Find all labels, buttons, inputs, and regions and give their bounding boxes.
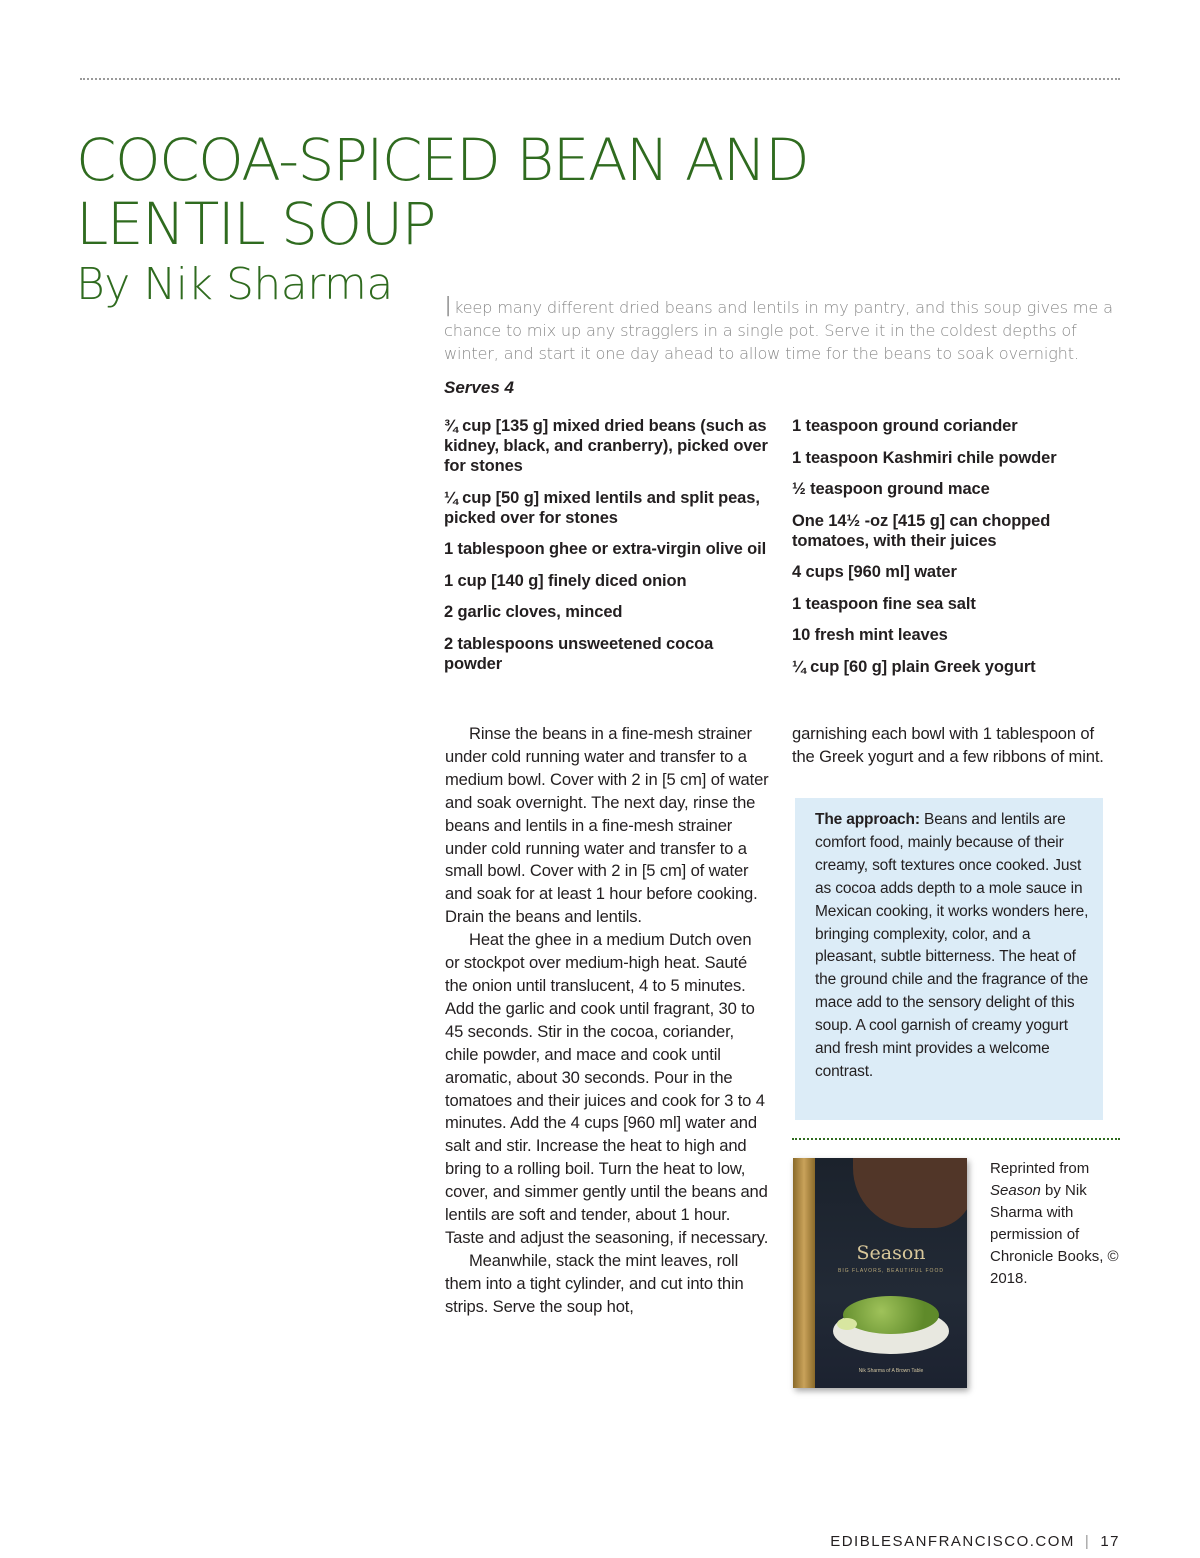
book-subtitle: BIG FLAVORS, BEAUTIFUL FOOD bbox=[838, 1268, 944, 1274]
lime-graphic bbox=[837, 1318, 857, 1330]
ingredient-item: ¼ cup [60 g] plain Greek yogurt bbox=[792, 657, 1036, 676]
method-paragraph: Rinse the beans in a fine-mesh strainer under cold running water and transfer to a medium bowl. Cover with 2 in [5 cm] of water and soak overnight. The next day, rinse the beans and lentils in a fine-mesh strainer under cold running water and transfer to a small bowl. Cover with 2 in [5 cm] of water and soak for at least 1 hour before cooking. Drain the beans and lentils. bbox=[445, 724, 769, 927]
ingredient-item: 1 teaspoon fine sea salt bbox=[792, 594, 976, 613]
ingredients-left bbox=[444, 416, 774, 685]
ingredient-item: 10 fresh mint leaves bbox=[792, 626, 948, 644]
book-author: Nik Sharma of A Brown Table bbox=[858, 1368, 924, 1374]
hand-graphic bbox=[853, 1158, 967, 1228]
book-cover-image bbox=[793, 1158, 967, 1388]
sidebar-divider bbox=[792, 1138, 1120, 1140]
approach-box bbox=[795, 798, 1103, 1120]
credit-pre: Reprinted from bbox=[990, 1160, 1090, 1177]
page-number: 17 bbox=[1100, 1533, 1120, 1550]
approach-label: The approach: bbox=[815, 811, 920, 828]
ingredients-right bbox=[792, 416, 1122, 688]
ingredient-item: 1 cup [140 g] finely diced onion bbox=[444, 571, 687, 590]
approach-text: Beans and lentils are comfort food, mainly because of their creamy, soft textures once cooked. Just as cocoa adds depth to a mole sauce in Mexican cooking, it works wonders here, bringing complexity, color, and a pleasant, subtle bitterness. The heat of the ground chile and the fragrance of the mace add to the sensory delight of this soup. A cool garnish of creamy yogurt and fresh mint provides a welcome contrast. bbox=[815, 811, 1089, 1080]
byline: By Nik Sharma bbox=[76, 259, 393, 310]
ingredient-item: ½ teaspoon ground mace bbox=[792, 480, 990, 498]
ingredient-item: One 14½ -oz [415 g] can chopped tomatoes, with their juices bbox=[792, 511, 1051, 550]
footer-separator: | bbox=[1084, 1533, 1091, 1550]
intro-text: keep many different dried beans and lentils in my pantry, and this soup gives me a chance to mix up any stragglers in a single pot. Serve it in the coldest depths of winter, and start it one day ahead to allow time for the beans to soak overnight. bbox=[444, 298, 1113, 363]
ingredient-item: 1 teaspoon Kashmiri chile powder bbox=[792, 448, 1057, 467]
title-line-1: COCOA-SPICED BEAN AND bbox=[76, 126, 809, 194]
top-divider bbox=[80, 78, 1120, 80]
credit-book-title: Season bbox=[990, 1182, 1041, 1199]
ingredient-item: 1 tablespoon ghee or extra-virgin olive oil bbox=[444, 540, 767, 558]
footer-site: EDIBLESANFRANCISCO.COM bbox=[830, 1533, 1075, 1550]
ingredient-item: 2 tablespoons unsweetened cocoa powder bbox=[444, 634, 714, 673]
method-continued: garnishing each bowl with 1 tablespoon of the Greek yogurt and a few ribbons of mint. bbox=[792, 724, 1104, 766]
recipe-title bbox=[76, 128, 876, 256]
ingredient-item: ¼ cup [50 g] mixed lentils and split peas, picked over for stones bbox=[444, 488, 760, 527]
method-paragraph: Heat the ghee in a medium Dutch oven or stockpot over medium-high heat. Sauté the onion until translucent, 4 to 5 minutes. Add the garlic and cook until fragrant, 30 to 45 seconds. Stir in the cocoa, coriander, chile powder, and mace and cook until aromatic, about 30 seconds. Pour in the tomatoes and their juices and cook for 3 to 4 minutes. Add the 4 cups [960 ml] water and salt and stir. Increase the heat to high and bring to a rolling boil. Turn the heat to low, cover, and simmer gently until the beans and lentils are soft and tender, about 1 hour. Taste and adjust the seasoning, if necessary. bbox=[445, 930, 769, 1247]
page-footer bbox=[830, 1533, 1120, 1550]
ingredient-item: ¾ cup [135 g] mixed dried beans (such as kidney, black, and cranberry), picked over for stones bbox=[444, 417, 768, 475]
ingredient-item: 1 teaspoon ground coriander bbox=[792, 417, 1018, 435]
method-paragraph: Meanwhile, stack the mint leaves, roll them into a tight cylinder, and cut into thin strips. Serve the soup hot, bbox=[445, 1250, 744, 1316]
food-graphic bbox=[843, 1296, 939, 1334]
credit-post: by Nik Sharma with permission of Chronicle Books, © 2018. bbox=[990, 1182, 1119, 1287]
serves: Serves 4 bbox=[444, 378, 514, 397]
title-line-2: LENTIL SOUP bbox=[76, 190, 436, 258]
intro-paragraph bbox=[444, 290, 1124, 365]
method-text bbox=[445, 723, 770, 1319]
book-spine bbox=[793, 1158, 815, 1388]
book-title: Season bbox=[856, 1242, 926, 1264]
reprint-credit bbox=[990, 1158, 1120, 1290]
intro-dropcap: I bbox=[444, 290, 453, 323]
ingredient-item: 2 garlic cloves, minced bbox=[444, 603, 623, 621]
ingredient-item: 4 cups [960 ml] water bbox=[792, 563, 957, 581]
